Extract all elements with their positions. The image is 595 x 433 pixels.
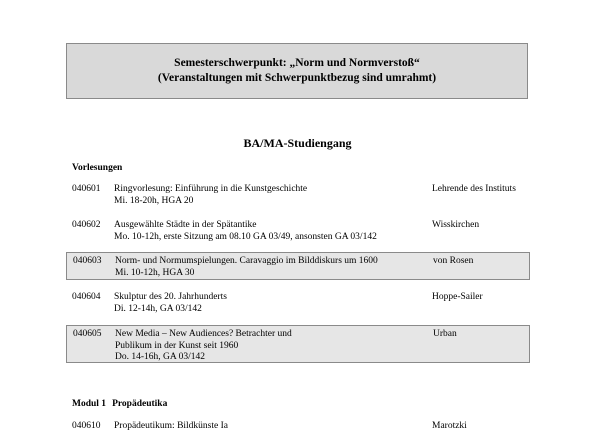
vorlesungen-heading: Vorlesungen bbox=[72, 163, 123, 173]
course-time: Di. 12-14h, GA 03/142 bbox=[114, 303, 202, 314]
course-entry bbox=[66, 292, 530, 318]
banner-title: Semesterschwerpunkt: „Norm und Normverstoß“ bbox=[174, 57, 420, 69]
course-entry-highlighted bbox=[66, 325, 530, 363]
course-title-line-1: New Media – New Audiences? Betrachter und bbox=[115, 329, 292, 339]
course-code: 040610 bbox=[72, 421, 101, 431]
course-description bbox=[114, 292, 227, 315]
course-description bbox=[114, 421, 228, 433]
course-title: Propädeutikum: Bildkünste Ia bbox=[114, 421, 228, 431]
banner-subtitle: (Veranstaltungen mit Schwerpunktbezug sind umrahmt) bbox=[157, 72, 437, 84]
course-code: 040603 bbox=[73, 256, 102, 266]
course-description bbox=[114, 220, 377, 243]
course-lecturer: Hoppe-Sailer bbox=[432, 292, 483, 302]
course-lecturer: Wisskirchen bbox=[432, 220, 480, 230]
course-lecturer: von Rosen bbox=[433, 256, 474, 266]
course-title: Ringvorlesung: Einführung in die Kunstgeschichte bbox=[114, 184, 308, 194]
course-description bbox=[115, 329, 292, 364]
course-code: 040605 bbox=[73, 329, 102, 339]
semester-focus-banner bbox=[66, 43, 528, 99]
course-lecturer: Lehrende des Instituts bbox=[432, 184, 516, 194]
course-entry bbox=[66, 220, 530, 246]
course-entry bbox=[66, 421, 530, 433]
course-lecturer: Marotzki bbox=[432, 421, 467, 431]
modul-number: Modul 1 bbox=[72, 399, 107, 409]
course-code: 040604 bbox=[72, 292, 101, 302]
course-code: 040601 bbox=[72, 184, 101, 194]
course-title: Norm- und Normumspielungen. Caravaggio im Bilddiskurs um 1600 bbox=[115, 256, 378, 266]
course-title-line-2: Publikum in der Kunst seit 1960 bbox=[115, 340, 239, 351]
course-entry-highlighted bbox=[66, 252, 530, 280]
course-time: Mi. 10-12h, HGA 30 bbox=[115, 267, 195, 278]
course-title: Ausgewählte Städte in der Spätantike bbox=[114, 220, 257, 230]
course-description bbox=[114, 184, 307, 207]
course-time: Do. 14-16h, GA 03/142 bbox=[115, 352, 205, 362]
course-code: 040602 bbox=[72, 220, 101, 230]
course-time: Mo. 10-12h, erste Sitzung am 08.10 GA 03/49, ansonsten GA 03/142 bbox=[114, 231, 377, 242]
course-entry bbox=[66, 184, 530, 210]
course-time: Mi. 18-20h, HGA 20 bbox=[114, 195, 194, 206]
course-title: Skulptur des 20. Jahrhunderts bbox=[114, 292, 227, 302]
course-description bbox=[115, 256, 378, 279]
course-lecturer: Urban bbox=[433, 329, 457, 339]
section-title: BA/MA-Studiengang bbox=[243, 136, 352, 150]
modul-name: Propädeutika bbox=[112, 399, 168, 409]
modul-heading bbox=[72, 399, 167, 409]
